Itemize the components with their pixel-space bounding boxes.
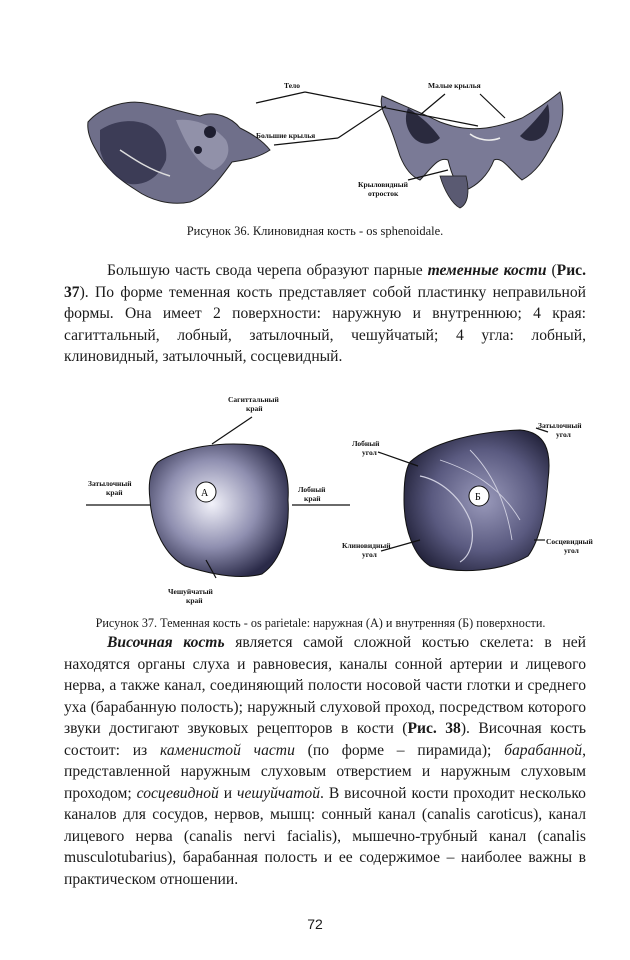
label-krylovidny-1: Крыловидный — [358, 180, 408, 189]
p2-term-petrous: каменистой части — [159, 741, 295, 759]
p2-term-temporal: Височная кость — [107, 634, 225, 651]
label-frontal-edge-2: край — [304, 494, 321, 503]
p2-fig-ref: Рис. 38 — [407, 720, 461, 737]
p2-text-2: ). Височная кость состоит: из — [64, 720, 586, 759]
p2-text-4: , представленной наружным слуховым отверстием и наружным слуховым проходом; — [64, 741, 586, 802]
label-sagittal-1: Сагиттальный — [228, 395, 279, 404]
paragraph-parietal — [64, 260, 586, 368]
p1-text-1: Большую часть свода черепа образуют парные — [107, 262, 428, 279]
label-occipital-angle-2: угол — [556, 430, 571, 439]
label-frontal-edge-1: Лобный — [298, 485, 326, 494]
label-occipital-angle-1: Затылочный — [538, 421, 582, 430]
p2-term-mastoid: сосцевидной — [136, 784, 219, 802]
label-occipital-edge-2: край — [106, 488, 123, 497]
label-bolshie-krylya: Большие крылья — [256, 131, 316, 140]
label-squamous-2: край — [186, 596, 203, 605]
label-occipital-edge-1: Затылочный — [88, 479, 132, 488]
p2-text-1: является самой сложной костью скелета: в ней находятся органы слуха и равновесия, каналы сонной артерии и лицевого нерва, а также канал, соединяющий полости носовой части глотки и среднего уха (барабанную полость); наружный слуховой проход, посредством которого звуки достигают звуковых рецепторов в кости ( — [64, 634, 586, 737]
label-frontal-angle-1: Лобный — [352, 439, 380, 448]
p1-term-parietal: теменные кости — [427, 262, 547, 279]
label-krylovidny-2: отросток — [368, 189, 399, 198]
label-frontal-angle-2: угол — [362, 448, 377, 457]
figure-37-illustration — [0, 390, 630, 610]
label-sagittal-2: край — [246, 404, 263, 413]
label-sphenoid-angle-1: Клиновидный — [342, 541, 391, 550]
label-mastoid-angle-1: Сосцевидный — [546, 537, 593, 546]
figure-36-illustration — [0, 60, 630, 220]
p1-text-2: ( — [546, 262, 557, 279]
figure-36-caption: Рисунок 36. Клиновидная кость - os sphenoidale. — [186, 224, 444, 238]
label-sphenoid-angle-2: угол — [362, 550, 377, 559]
p2-text-5: и — [218, 784, 238, 802]
marker-b: Б — [475, 492, 481, 503]
label-squamous-1: Чешуйчатый — [168, 587, 213, 596]
sphenoid-front-view — [381, 92, 563, 208]
marker-a: А — [201, 488, 209, 499]
p2-term-tympanic: барабанной — [504, 741, 583, 759]
sphenoid-lateral-view — [88, 102, 270, 203]
p1-fig-ref: Рис. 37 — [64, 262, 587, 301]
p2-text-6: . В височной кости проходит несколько каналов для сосудов, нервов, мышц: сонный канал (canalis caroticus), канал лицевого нерва (canalis nervi facialis), мышечно-трубный канал (canalis musculotubarius), барабанная полость и ее содержимое – наиболее важны в практическом отношении. — [64, 784, 586, 888]
p2-term-squamous: чешуйчатой — [237, 784, 320, 802]
p2-text-3: (по форме – пирамида); — [294, 741, 505, 759]
figure-37-caption: Рисунок 37. Теменная кость - os parietale: наружная (А) и внутренняя (Б) поверхности. — [95, 616, 546, 630]
parietal-outer-surface — [149, 444, 288, 576]
p1-text-3: ). По форме теменная кость представляет собой пластинку неправильной формы. Она имеет 2 поверхности: наружную и внутреннюю; 4 края: сагиттальный, лобный, затылочный, чешуйчатый; 4 угла: лобный, клиновидный, затылочный, сосцевидный. — [64, 283, 586, 365]
label-malye-krylya: Малые крылья — [428, 81, 481, 90]
page-number: 72 — [307, 916, 323, 932]
paragraph-temporal — [64, 632, 586, 890]
label-telo: Тело — [284, 81, 301, 90]
label-mastoid-angle-2: угол — [564, 546, 579, 555]
